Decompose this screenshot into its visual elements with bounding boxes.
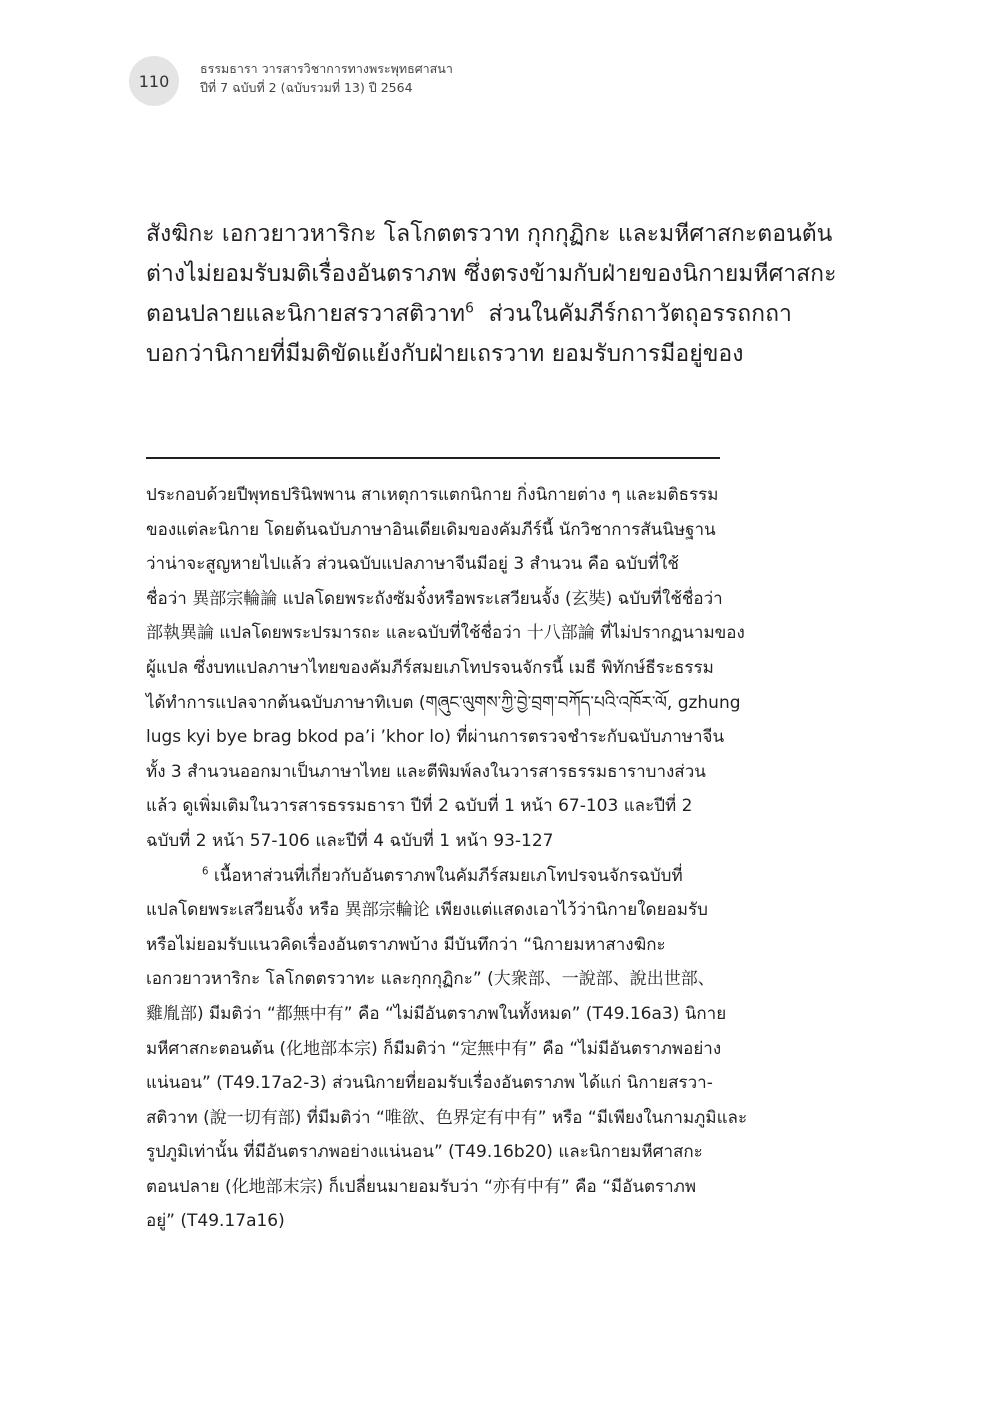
footnote-line: 雞胤部) มีมติว่า “都無中有” คือ “ไม่มีอันตราภพในทั้งหมด” (T49.16a3) นิกาย xyxy=(146,1003,727,1024)
footnote-line: หรือไม่ยอมรับแนวคิดเรื่องอันตราภพบ้าง มีบันทึกว่า “นิกายมหาสางฆิกะ xyxy=(146,934,666,955)
footnote-line: 部執異論 แปลโดยพระปรมารถะ และฉบับที่ใช้ชื่อว่า 十八部論 ที่ไม่ปรากฏนามของ xyxy=(146,623,745,644)
issue-info: ปีที่ 7 ฉบับที่ 2 (ฉบับรวมที่ 13) ปี 2564 xyxy=(200,80,413,95)
footnote-line: ผู้แปล ซึ่งบทแปลภาษาไทยของคัมภีร์สมยเภโทปรจนจักรนี้ เมธี พิทักษ์ธีระธรรม xyxy=(146,657,714,678)
footnote-6-first-line xyxy=(146,859,836,894)
footnote-line-text: เนื้อหาส่วนที่เกี่ยวกับอันตราภพในคัมภีร์สมยเภโทปรจนจักรฉบับที่ xyxy=(213,865,683,886)
footnote-line: รูปภูมิเท่านั้น ที่มีอันตราภพอย่างแน่นอน” (T49.16b20) และนิกายมหีศาสกะ xyxy=(146,1142,703,1163)
body-line: สังฆิกะ เอกวยาวหาริกะ โลโกตตรวาท กุกกุฏิกะ และมหีศาสกะตอนต้น xyxy=(146,221,833,247)
footnote-line: มหีศาสกะตอนต้น (化地部本宗) ก็มีมติว่า “定無中有” คือ “ไม่มีอันตราภพอย่าง xyxy=(146,1038,722,1059)
page-number: 110 xyxy=(138,71,170,91)
footnote-line: ประกอบด้วยปีพุทธปรินิพพาน สาเหตุการแตกนิกาย กิ่งนิกายต่าง ๆ และมติธรรม xyxy=(146,485,719,505)
footnote-reference[interactable]: 6 xyxy=(465,300,474,317)
footnote-6-number: 6 xyxy=(202,865,209,877)
footnote-line: แล้ว ดูเพิ่มเติมในวารสารธรรมธารา ปีที่ 2 ฉบับที่ 1 หน้า 67-103 และปีที่ 2 xyxy=(146,796,693,817)
body-line: บอกว่านิกายที่มีมติขัดแย้งกับฝ่ายเถรวาท ยอมรับการมีอยู่ของ xyxy=(146,341,744,367)
body-line xyxy=(146,294,836,334)
body-line-text: ส่วนในคัมภีร์กถาวัตถุอรรถกถา xyxy=(488,301,792,327)
footnote-line: ทั้ง 3 สำนวนออกมาเป็นภาษาไทย และตีพิมพ์ลงในวารสารธรรมธาราบางส่วน xyxy=(146,761,706,782)
footnote-line: แน่นอน” (T49.17a2-3) ส่วนนิกายที่ยอมรับเรื่องอันตราภพ ได้แก่ นิกายสรวา- xyxy=(146,1073,713,1094)
page-number-badge xyxy=(129,56,179,106)
footnote-line: ตอนปลาย (化地部末宗) ก็เปลี่ยนมายอมรับว่า “亦有中有” คือ “มีอันตราภพ xyxy=(146,1176,697,1197)
footnote-line: ได้ทำการแปลจากต้นฉบับภาษาทิเบต (གཞུང་ལུགས་ཀྱི་བྱེ་བྲག་བཀོད་པའི་འཁོར་ལོ, gzhung xyxy=(146,692,741,713)
footnotes-section xyxy=(146,478,836,1239)
journal-title: ธรรมธารา วารสารวิชาการทางพระพุทธศาสนา xyxy=(200,61,453,76)
footnote-line: ชื่อว่า 異部宗輪論 แปลโดยพระถังซัมจั๋งหรือพระเสวียนจั้ง (玄奘) ฉบับที่ใช้ชื่อว่า xyxy=(146,588,723,609)
footnote-line: สติวาท (說一切有部) ที่มีมติว่า “唯欲、色界定有中有” หรือ “มีเพียงในกามภูมิและ xyxy=(146,1107,748,1128)
body-line: ต่างไม่ยอมรับมติเรื่องอันตราภพ ซึ่งตรงข้ามกับฝ่ายของนิกายมหีศาสกะ xyxy=(146,261,837,287)
footnote-line: ฉบับที่ 2 หน้า 57-106 และปีที่ 4 ฉบับที่ 1 หน้า 93-127 xyxy=(146,830,554,851)
footnote-line: ว่าน่าจะสูญหายไปแล้ว ส่วนฉบับแปลภาษาจีนมีอยู่ 3 สำนวน คือ ฉบับที่ใช้ xyxy=(146,554,679,575)
footnote-line: lugs kyi bye brag bkod pa’i ’khor lo) ที่ผ่านการตรวจชำระกับฉบับภาษาจีน xyxy=(146,727,725,748)
main-body-text xyxy=(146,214,836,374)
footnote-line: เอกวยาวหาริกะ โลโกตตรวาทะ และกุกกุฏิกะ” (大衆部、一說部、說出世部、 xyxy=(146,969,715,990)
footnote-separator xyxy=(146,457,720,459)
body-line-text: ตอนปลายและนิกายสรวาสติวาท xyxy=(146,301,466,327)
running-header xyxy=(200,59,453,97)
footnote-line: อยู่” (T49.17a16) xyxy=(146,1211,285,1232)
footnote-line: แปลโดยพระเสวียนจั้ง หรือ 異部宗輪论 เพียงแต่แสดงเอาไว้ว่านิกายใดยอมรับ xyxy=(146,900,708,921)
footnote-line: ของแต่ละนิกาย โดยต้นฉบับภาษาอินเดียเดิมของคัมภีร์นี้ นักวิชาการสันนิษฐาน xyxy=(146,519,716,540)
